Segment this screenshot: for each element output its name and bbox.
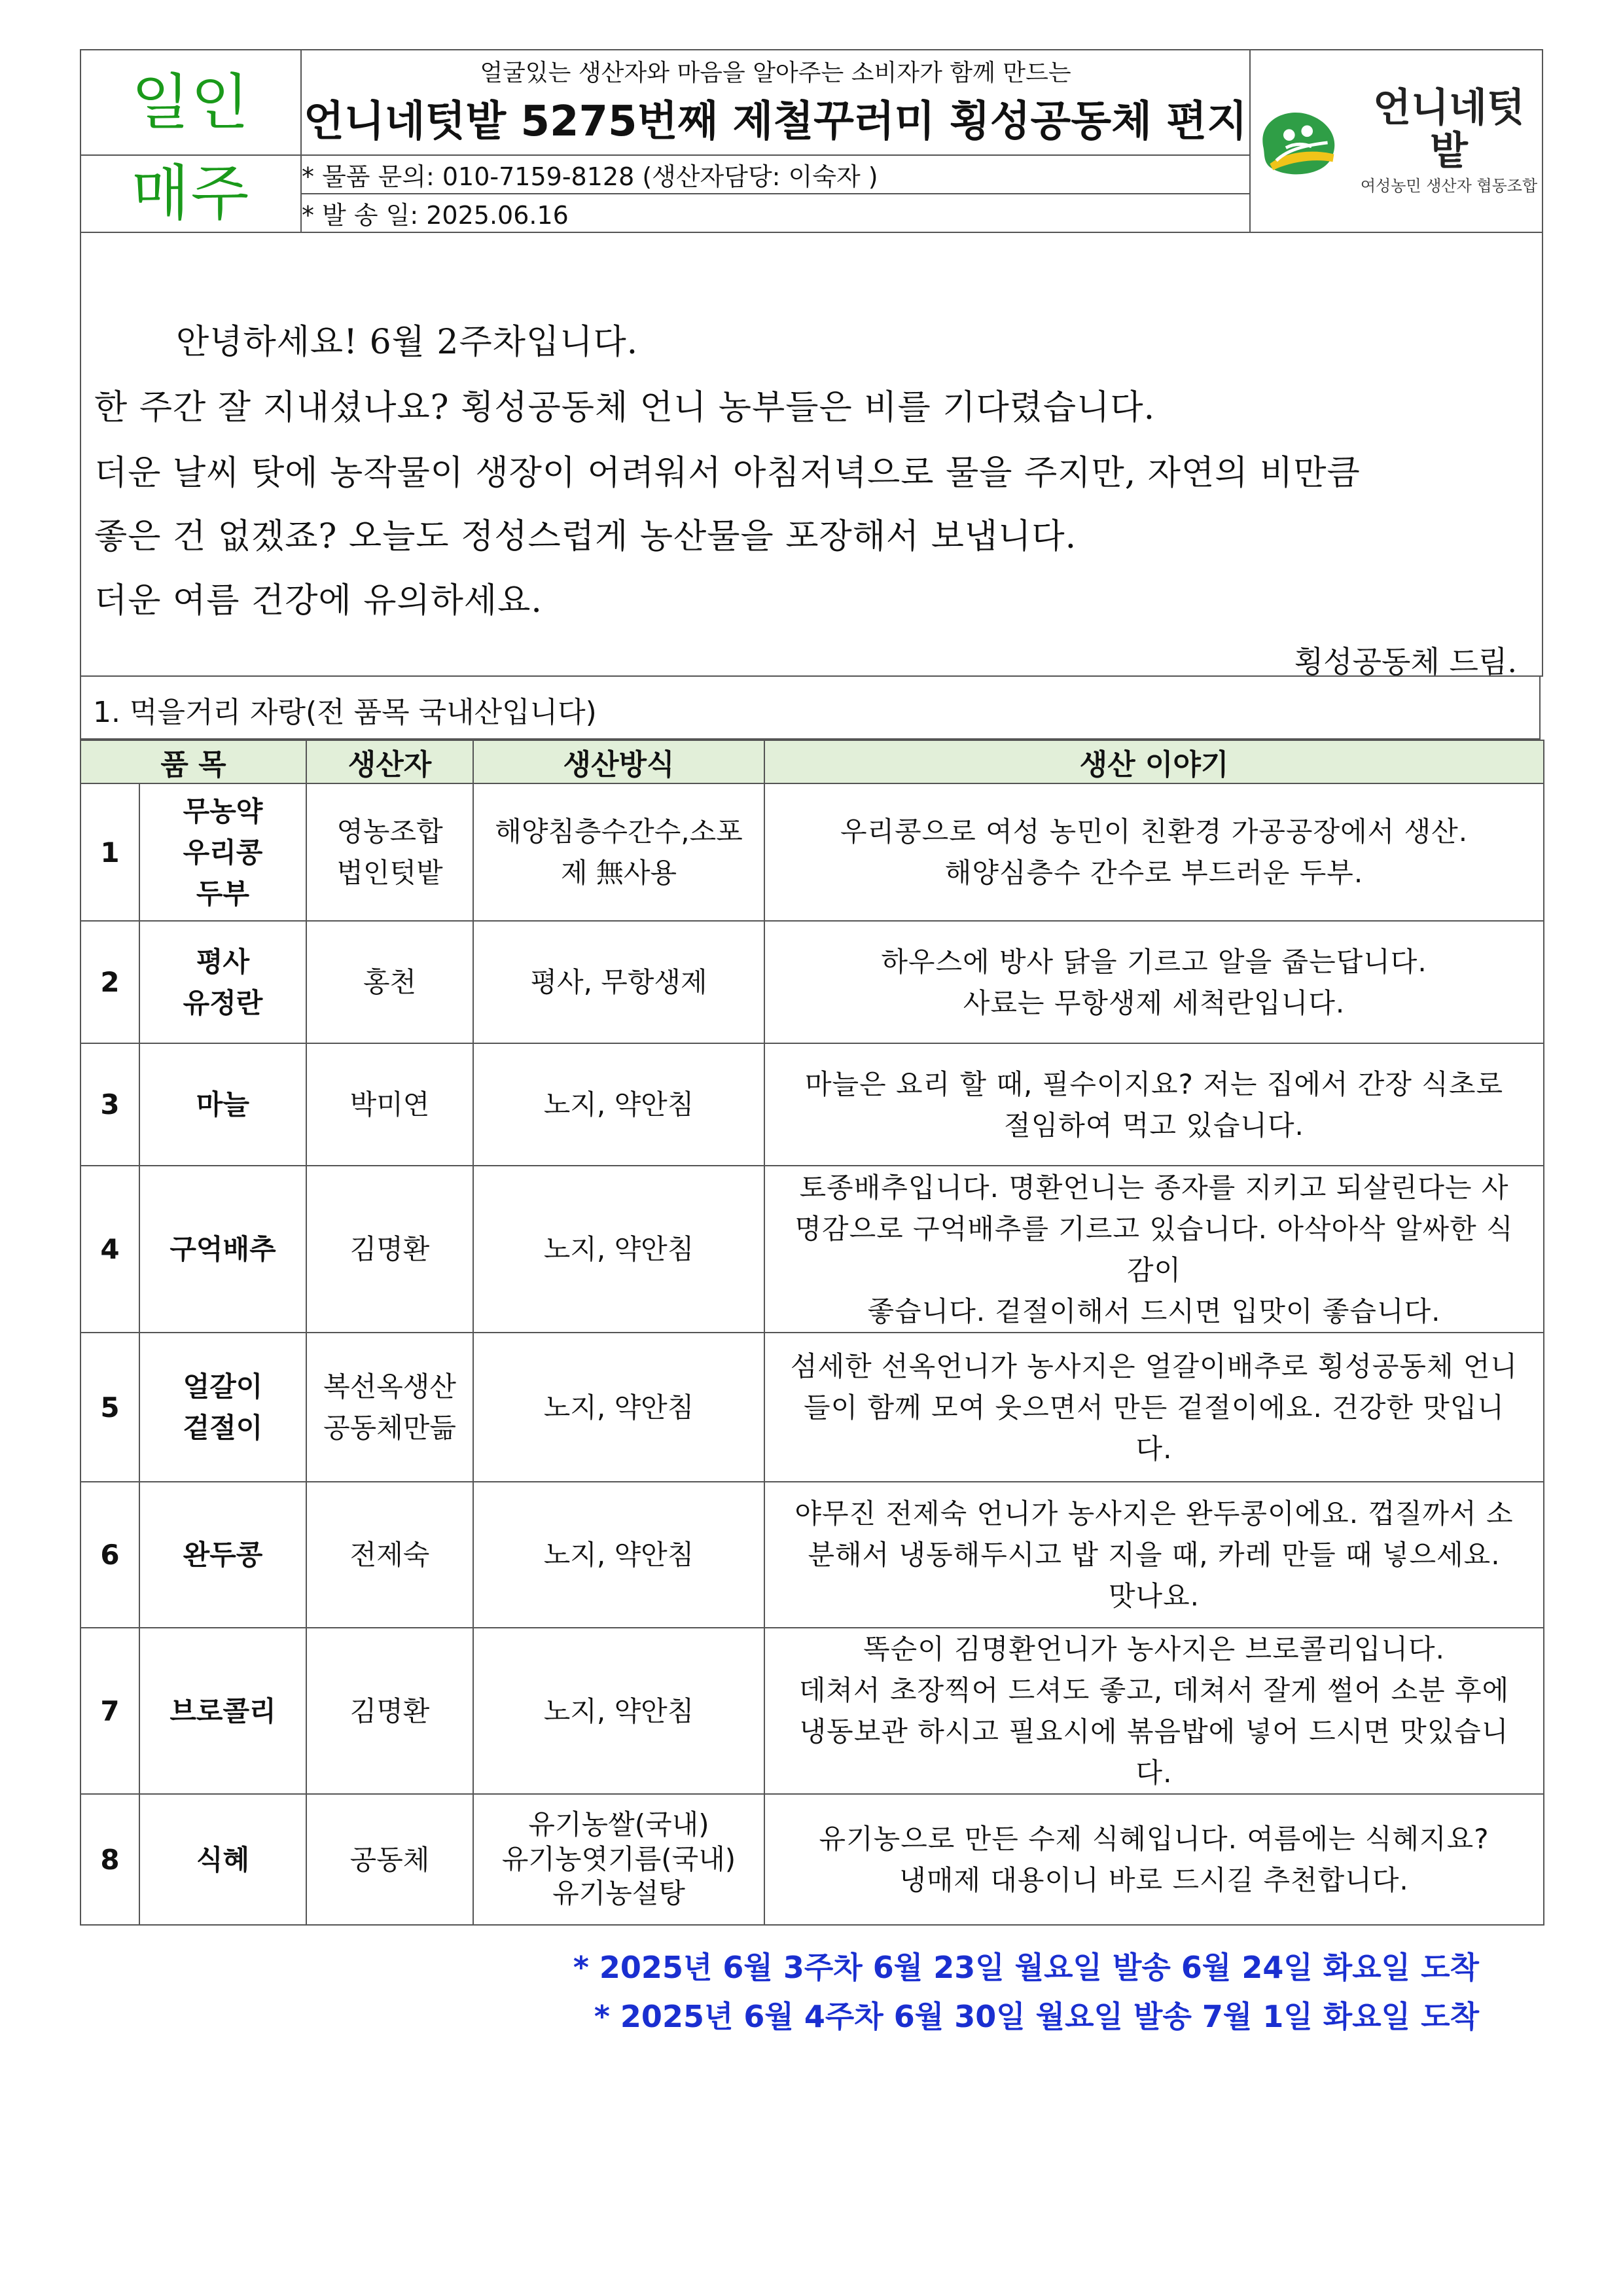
letter-box xyxy=(80,226,1543,677)
row-number: 1 xyxy=(80,783,139,921)
logo-subtext: 여성농민 생산자 협동조합 xyxy=(1360,177,1538,195)
letter-line-1: 안녕하세요! 6월 2주차입니다. xyxy=(176,323,639,362)
brand-top: 일인 xyxy=(131,67,251,137)
logo xyxy=(1251,86,1542,196)
story: 마늘은 요리 할 때, 필수이지요? 저는 집에서 간장 식초로 절임하여 먹고 있습니다. xyxy=(764,1043,1544,1166)
letter-line-5: 더운 여름 건강에 유의하세요. xyxy=(94,581,543,620)
table-row xyxy=(80,1482,1544,1628)
table-row xyxy=(80,1166,1544,1333)
header-table xyxy=(80,49,1543,233)
item-name: 구억배추 xyxy=(139,1166,306,1333)
row-number: 7 xyxy=(80,1628,139,1794)
table-row xyxy=(80,1333,1544,1482)
brand-bottom: 매주 xyxy=(131,158,251,228)
method: 노지, 약안침 xyxy=(473,1628,764,1794)
letter-signature: 횡성공동체 드림. xyxy=(1294,644,1517,679)
producer: 복선옥생산 공동체만듦 xyxy=(306,1333,473,1482)
logo-text: 언니네텃밭 xyxy=(1373,85,1525,174)
col-header-producer: 생산자 xyxy=(306,740,473,783)
story: 하우스에 방사 닭을 기르고 알을 줍는답니다. 사료는 무항생제 세척란입니다. xyxy=(764,921,1544,1043)
row-number: 8 xyxy=(80,1794,139,1925)
row-number: 4 xyxy=(80,1166,139,1333)
producer: 전제숙 xyxy=(306,1482,473,1628)
item-name: 얼갈이 겉절이 xyxy=(139,1333,306,1482)
brand-top-cell xyxy=(80,50,301,155)
method: 해양침층수간수,소포 제 無사용 xyxy=(473,783,764,921)
row-number: 5 xyxy=(80,1333,139,1482)
story: 유기농으로 만든 수제 식혜입니다. 여름에는 식혜지요? 냉매제 대용이니 바로 드시길 추천합니다. xyxy=(764,1794,1544,1925)
col-header-item: 품 목 xyxy=(80,740,306,783)
method: 노지, 약안침 xyxy=(473,1166,764,1333)
story: 우리콩으로 여성 농민이 친환경 가공공장에서 생산. 해양심층수 간수로 부드러운 두부. xyxy=(764,783,1544,921)
col-header-method: 생산방식 xyxy=(473,740,764,783)
table-row xyxy=(80,1628,1544,1794)
method: 노지, 약안침 xyxy=(473,1482,764,1628)
letter-line-3: 더운 날씨 탓에 농작물이 생장이 어려워서 아침저녁으로 물을 주지만, 자연의 비만큼 xyxy=(94,454,1361,493)
product-table-header xyxy=(80,740,1544,783)
contact-info: * 물품 문의: 010-7159-8128 (생산자담당: 이숙자 ) xyxy=(302,162,878,191)
story: 야무진 전제숙 언니가 농사지은 완두콩이에요. 껍질까서 소 분해서 냉동해두시고 밥 지을 때, 카레 만들 때 넣으세요. 맛나요. xyxy=(764,1482,1544,1628)
item-name: 평사 유정란 xyxy=(139,921,306,1043)
section-box xyxy=(80,675,1541,740)
table-row xyxy=(80,783,1544,921)
page-title: 언니네텃밭 5275번째 제철꾸러미 횡성공동체 편지 xyxy=(304,98,1247,146)
letter-line-2: 한 주간 잘 지내셨나요? 횡성공동체 언니 농부들은 비를 기다렸습니다. xyxy=(94,388,1156,427)
table-row xyxy=(80,1794,1544,1925)
story: 똑순이 김명환언니가 농사지은 브로콜리입니다. 데쳐서 초장찍어 드셔도 좋고, 데쳐서 잘게 썰어 소분 후에 냉동보관 하시고 필요시에 볶음밥에 넣어 드시면 맛있습니 다. xyxy=(764,1628,1544,1794)
story: 토종배추입니다. 명환언니는 종자를 지키고 되살린다는 사 명감으로 구억배추를 기르고 있습니다. 아삭아삭 알싸한 식 감이 좋습니다. 겉절이해서 드시면 입맛이 좋습니다. xyxy=(764,1166,1544,1333)
item-name: 완두콩 xyxy=(139,1482,306,1628)
subtitle: 얼굴있는 생산자와 마음을 알아주는 소비자가 함께 만드는 xyxy=(480,60,1071,86)
story: 섬세한 선옥언니가 농사지은 얼갈이배추로 횡성공동체 언니 들이 함께 모여 웃으면서 만든 겉절이에요. 건강한 맛입니 다. xyxy=(764,1333,1544,1482)
delivery-notice-2: * 2025년 6월 4주차 6월 30일 월요일 발송 7월 1일 화요일 도착 xyxy=(594,1999,1479,2034)
producer: 김명환 xyxy=(306,1628,473,1794)
letter-line-4: 좋은 건 없겠죠? 오늘도 정성스럽게 농산물을 포장해서 보냅니다. xyxy=(94,517,1077,556)
row-number: 3 xyxy=(80,1043,139,1166)
contact-cell xyxy=(301,155,1250,194)
method: 유기농쌀(국내) 유기농엿기름(국내) 유기농설탕 xyxy=(473,1794,764,1925)
producer: 공동체 xyxy=(306,1794,473,1925)
delivery-notice-1: * 2025년 6월 3주차 6월 23일 월요일 발송 6월 24일 화요일 도착 xyxy=(573,1950,1479,1985)
product-table xyxy=(80,740,1544,1926)
table-row xyxy=(80,921,1544,1043)
item-name: 마늘 xyxy=(139,1043,306,1166)
method: 평사, 무항생제 xyxy=(473,921,764,1043)
row-number: 2 xyxy=(80,921,139,1043)
item-name: 식혜 xyxy=(139,1794,306,1925)
method: 노지, 약안침 xyxy=(473,1043,764,1166)
producer: 영농조합 법인텃밭 xyxy=(306,783,473,921)
producer: 홍천 xyxy=(306,921,473,1043)
title-cell xyxy=(301,50,1250,155)
item-name: 브로콜리 xyxy=(139,1628,306,1794)
col-header-story: 생산 이야기 xyxy=(764,740,1544,783)
send-date: * 발 송 일: 2025.06.16 xyxy=(302,201,569,230)
logo-cell xyxy=(1250,50,1543,232)
producer: 김명환 xyxy=(306,1166,473,1333)
table-row xyxy=(80,1043,1544,1166)
item-name: 무농약 우리콩 두부 xyxy=(139,783,306,921)
producer: 박미연 xyxy=(306,1043,473,1166)
method: 노지, 약안침 xyxy=(473,1333,764,1482)
brand-bottom-cell xyxy=(80,155,301,232)
row-number: 6 xyxy=(80,1482,139,1628)
section-title: 1. 먹을거리 자랑(전 품목 국내산입니다) xyxy=(93,696,597,729)
logo-leaf-icon xyxy=(1251,102,1347,181)
